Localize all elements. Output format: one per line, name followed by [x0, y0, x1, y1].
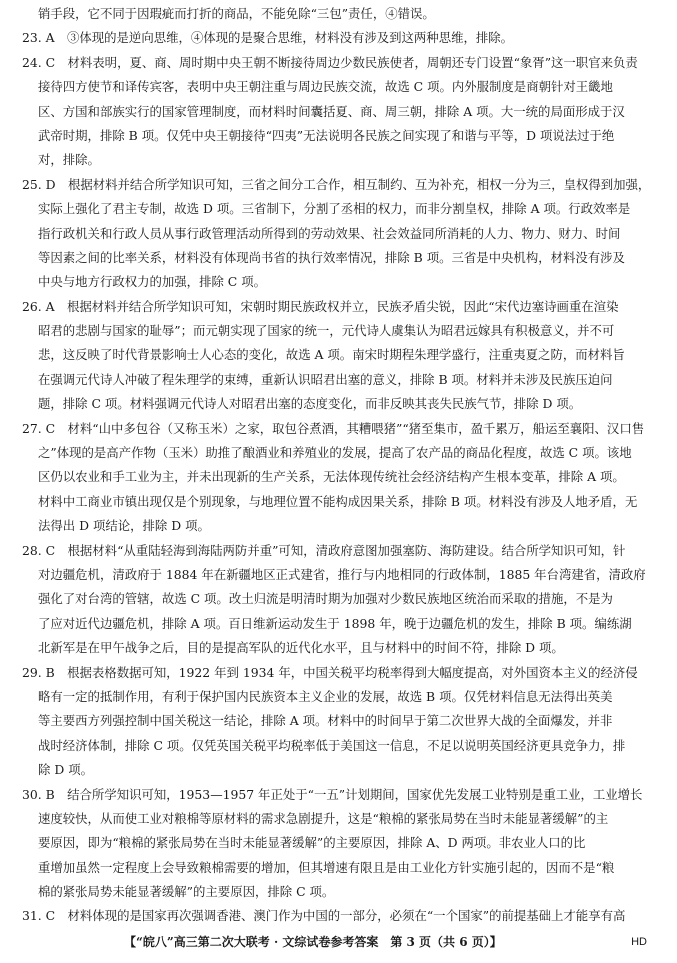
text-line: 题，排除 C 项。材料强调元代诗人对昭君出塞的态度变化，而非反映其丧失民族气节，排除 D 项。	[38, 396, 582, 412]
footer-code: HD	[631, 936, 647, 948]
text-line: 棉的紧张局势未能显著缓解”的主要原因，排除 C 项。	[38, 884, 335, 900]
text-line: 指行政机关和行政人员从事行政管理活动所得到的劳动效果、社会效益同所消耗的人力、物力、财力、时间	[38, 225, 621, 241]
text-line: 等主要西方列强控制中国关税这一结论，排除 A 项。材料中的时间早于第二次世界大战的全面爆发，并非	[38, 713, 613, 729]
text-line: 昭君的悲剧与国家的耻辱”；而元朝实现了国家的统一，元代诗人虞集认为昭君远嫁具有积极意义，并不可	[38, 323, 615, 339]
text-line: 26. A 根据材料并结合所学知识可知，宋朝时期民族政权并立，民族矛盾尖锐，因此“宋代边塞诗画重在渲染	[22, 298, 619, 314]
text-line: 北新军是在甲午战争之后，目的是提高军队的近代化水平，且与材料中的时间不符，排除 D 项。	[38, 640, 564, 656]
text-line: 强化了对台湾的管辖，故选 C 项。改土归流是明清时期为加强对少数民族地区统治而采取的措施，不是为	[38, 591, 613, 607]
text-line: 在强调元代诗人冲破了程朱理学的束缚，重新认识昭君出塞的意义，排除 B 项。材料并未涉及民族压迫问	[38, 371, 613, 387]
text-line: 战时经济体制，排除 C 项。仅凭英国关税平均税率低于美国这一信息，不足以说明英国经济更具竞争力，排	[38, 737, 626, 753]
text-line: 实际上强化了君主专制，故选 D 项。三省制下，分割了丞相的权力，而非分割皇权，排除 A 项。行政效率是	[38, 201, 631, 217]
text-line: 25. D 根据材料并结合所学知识可知，三省之间分工合作，相互制约、互为补充，相权一分为三，皇权得到加强，	[22, 176, 651, 192]
text-line: 31. C 材料体现的是国家再次强调香港、澳门作为中国的一部分，必须在“一个国家”的前提基础上才能享有高	[22, 908, 626, 924]
text-line: 区、方国和部族实行的国家管理制度，而材料时间囊括夏、商、周三朝，排除 A 项。大一统的局面形成于汉	[38, 103, 625, 119]
text-line: 悲，这反映了时代背景影响士人心态的变化，故选 A 项。南宋时期程朱理学盛行，注重夷夏之防，而材料旨	[38, 347, 625, 363]
text-line: 对，排除。	[38, 152, 100, 168]
text-line: 接待四方使节和译传宾客，表明中央王朝注重与周边民族交流，故选 C 项。内外服制度是商朝针对王畿地	[38, 79, 613, 95]
answer-text-body	[22, 2, 670, 929]
text-line: 略有一定的抵制作用，有利于保护国内民族资本主义企业的发展，故选 B 项。仅凭材料信息无法得出英美	[38, 688, 613, 704]
text-line: 中央与地方行政权力的加强，排除 C 项。	[38, 274, 266, 290]
text-line: 武帝时期，排除 B 项。仅凭中央王朝接待“四夷”无法说明各民族之间实现了和谐与平等，D 项说法过于绝	[38, 127, 615, 143]
text-line: 27. C 材料“山中多包谷（又称玉米）之家，取包谷煮酒，其糟喂猪”“猪至集市，盈千累万，船运至襄阳、汉口售	[22, 420, 645, 436]
text-line: 重增加虽然一定程度上会导致粮棉需要的增加，但其增速有限且是由工业化方针实施引起的，因而不是“粮	[38, 859, 615, 875]
text-line: 24. C 材料表明，夏、商、周时期中央王朝不断接待周边少数民族使者，周朝还专门设置“象胥”这一职官来负责	[22, 54, 638, 70]
text-line: 等因素之间的比率关系，材料没有体现尚书省的执行效率情况，排除 B 项。三省是中央机构，材料没有涉及	[38, 249, 625, 265]
page-footer	[0, 930, 677, 954]
text-line: 之”体现的是高产作物（玉米）助推了酿酒业和养殖业的发展，提高了农产品的商品化程度，故选 C 项。该地	[38, 445, 632, 461]
text-line: 法得出 D 项结论，排除 D 项。	[38, 518, 210, 534]
text-line: 要原因，即为“粮棉的紧张局势在当时未能显著缓解”的主要原因，排除 A、D 两项。非农业人口的比	[38, 835, 586, 851]
text-line: 了应对近代边疆危机，排除 A 项。百日维新运动发生于 1898 年，晚于边疆危机的发生，排除 B 项。编练湖	[38, 615, 632, 631]
footer-title: 【“皖八”高三第二次大联考 · 文综试卷参考答案 第 3 页（共 6 页）】	[124, 935, 502, 949]
text-line: 除 D 项。	[38, 762, 93, 778]
text-line: 30. B 结合所学知识可知，1953—1957 年正处于“一五”计划期间，国家优先发展工业特别是重工业，工业增长	[22, 786, 643, 802]
text-line: 对边疆危机，清政府于 1884 年在新疆地区正式建省，推行与内地相同的行政体制，1885 年台湾建省，清政府	[38, 566, 646, 582]
text-line: 29. B 根据表格数据可知，1922 年到 1934 年，中国关税平均税率得到大幅度提高，对外国资本主义的经济侵	[22, 664, 638, 680]
text-line: 材料中工商业市镇出现仅是个别现象，与地理位置不能构成因果关系，排除 B 项。材料没有涉及人地矛盾，无	[38, 493, 638, 509]
text-line: 销手段，它不同于因瑕疵而打折的商品，不能免除“三包”责任，④错误。	[38, 6, 435, 21]
text-line: 区仍以农业和手工业为主，并未出现新的生产关系，无法体现传统社会经济结构产生根本变革，排除 A 项。	[38, 469, 625, 485]
text-line: 28. C 根据材料“从重陆轻海到海陆两防并重”可知，清政府意图加强塞防、海防建设。结合所学知识可知，针	[22, 542, 626, 558]
text-line: 速度较快，从而使工业对粮棉等原材料的需求急剧提升，这是“粮棉的紧张局势在当时未能显著缓解”的主	[38, 810, 609, 826]
text-line: 23. A ③体现的是逆向思维，④体现的是聚合思维，材料没有涉及到这两种思维，排除。	[22, 30, 514, 46]
